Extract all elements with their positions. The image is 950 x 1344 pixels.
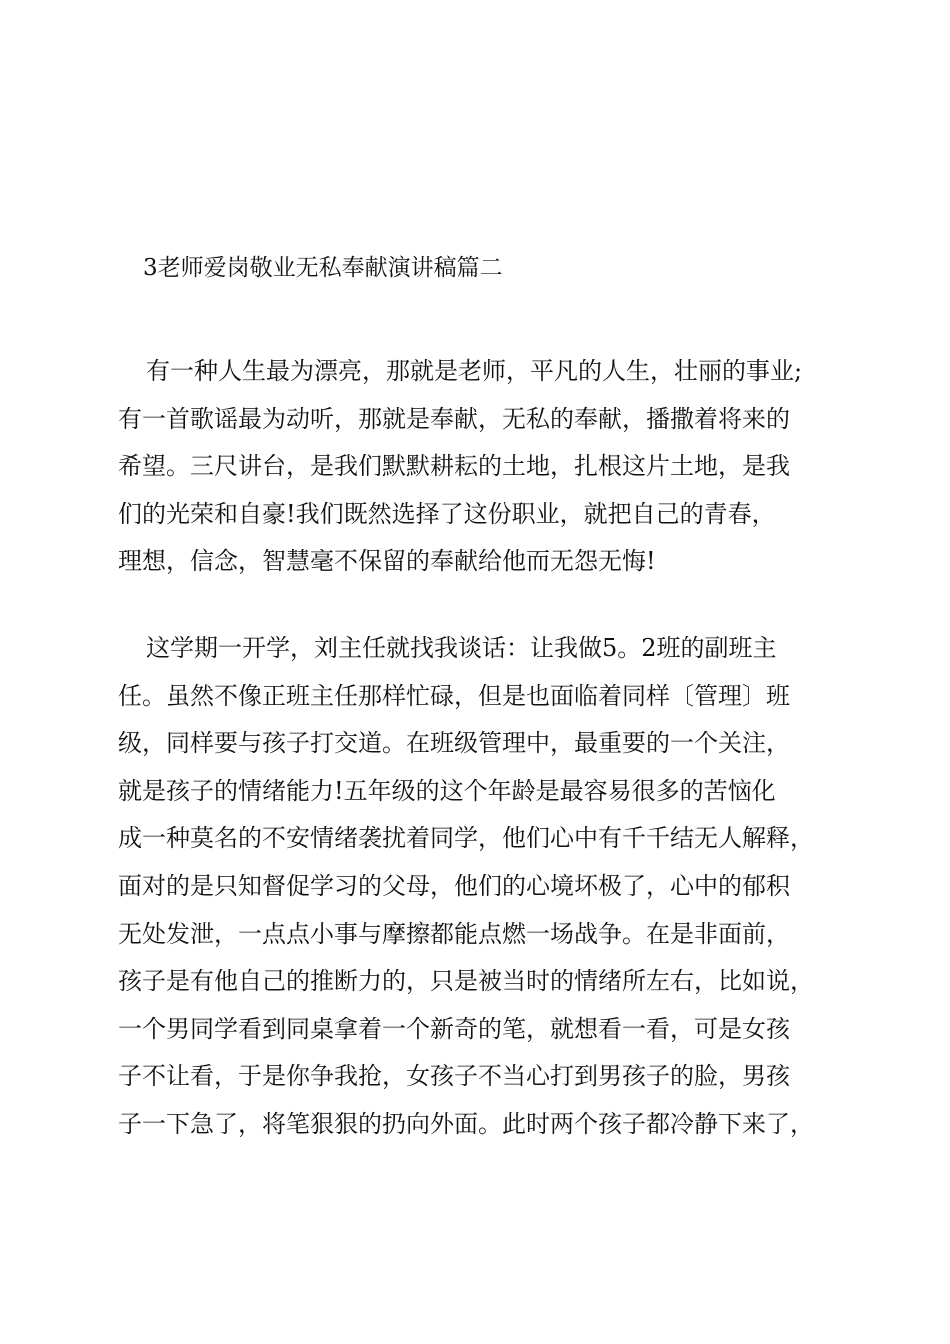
document-heading: 3老师爱岗敬业无私奉献演讲稿篇二 <box>143 255 503 281</box>
paragraph-line: 无处发泄，一点点小事与摩擦都能点燃一场战争。在是非面前， <box>118 919 790 948</box>
paragraph-line: 子不让看，于是你争我抢，女孩子不当心打到男孩子的脸，男孩 <box>118 1062 790 1091</box>
paragraph-line: 孩子是有他自己的推断力的，只是被当时的情绪所左右，比如说， <box>118 967 814 996</box>
paragraph-line: 一个男同学看到同桌拿着一个新奇的笔，就想看一看，可是女孩 <box>118 1014 790 1043</box>
paragraph-2 <box>118 625 858 1149</box>
paragraph-line: 希望。三尺讲台，是我们默默耕耘的土地，扎根这片土地，是我 <box>118 452 790 481</box>
paragraph-line: 级，同样要与孩子打交道。在班级管理中，最重要的一个关注， <box>118 729 790 758</box>
paragraph-line: 有一种人生最为漂亮，那就是老师，平凡的人生，壮丽的事业; <box>146 357 803 385</box>
paragraph-line: 们的光荣和自豪!我们既然选择了这份职业，就把自己的青春， <box>118 499 776 528</box>
paragraph-line: 子一下急了，将笔狠狠的扔向外面。此时两个孩子都冷静下来了， <box>118 1109 814 1138</box>
paragraph-line: 就是孩子的情绪能力!五年级的这个年龄是最容易很多的苦恼化 <box>118 776 776 805</box>
paragraph-line: 理想，信念，智慧毫不保留的奉献给他而无怨无悔! <box>118 547 656 576</box>
paragraph-line: 面对的是只知督促学习的父母，他们的心境坏极了，心中的郁积 <box>118 871 790 900</box>
paragraph-line: 有一首歌谣最为动听，那就是奉献，无私的奉献，播撒着将来的 <box>118 404 790 433</box>
paragraph-line: 成一种莫名的不安情绪袭扰着同学，他们心中有千千结无人解释， <box>118 824 814 853</box>
paragraph-line: 任。虽然不像正班主任那样忙碌，但是也面临着同样〔管理〕班 <box>118 681 790 710</box>
paragraph-line: 这学期一开学，刘主任就找我谈话：让我做5。2班的副班主 <box>146 634 777 662</box>
paragraph-1 <box>118 348 858 586</box>
